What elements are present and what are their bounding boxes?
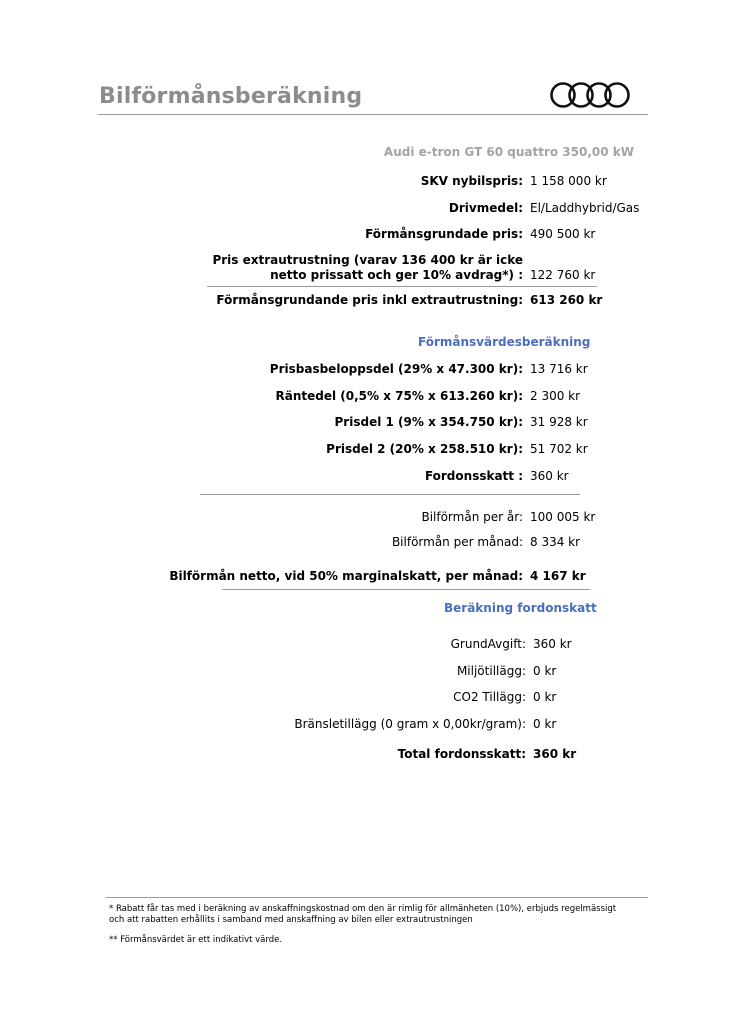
price-divider (207, 286, 597, 287)
prisdel2-value: 51 702 kr (530, 442, 588, 456)
drivmedel-value: El/Laddhybrid/Gas (530, 201, 640, 215)
grundavgift-value: 360 kr (533, 637, 572, 651)
total-fordonsskatt-value: 360 kr (533, 747, 577, 761)
footer-divider (106, 897, 648, 898)
per-ar-label: Bilförmån per år: (421, 510, 523, 524)
nybilspris-value: 1 158 000 kr (530, 174, 607, 188)
nybilspris-label: SKV nybilspris: (420, 174, 523, 188)
bransletillagg-value: 0 kr (533, 717, 557, 731)
extrautrustning-label-line1: Pris extrautrustning (varav 136 400 kr är icke (212, 253, 523, 267)
miljotillagg-value: 0 kr (533, 664, 557, 678)
formansgrundade-pris-value: 490 500 kr (530, 227, 596, 241)
co2-tillagg-label: CO2 Tillägg: (453, 690, 526, 704)
total-fordonsskatt-label: Total fordonsskatt: (397, 747, 526, 761)
footnote-rabatt-line2: och att rabatten erhållits i samband med anskaffning av bilen eller extrautrustningen (109, 915, 473, 925)
per-ar-value: 100 005 kr (530, 510, 596, 524)
fordonsskatt-label: Fordonsskatt : (424, 469, 523, 483)
formansgrundade-pris-label: Förmånsgrundade pris: (365, 227, 523, 241)
total-pris-value: 613 260 kr (530, 293, 603, 307)
prisdel2-label: Prisdel 2 (20% x 258.510 kr): (326, 442, 523, 456)
rantedel-label: Räntedel (0,5% x 75% x 613.260 kr): (275, 389, 523, 403)
header-divider (98, 114, 648, 115)
car-model: Audi e-tron GT 60 quattro 350,00 kW (383, 145, 634, 159)
benefit-divider (200, 494, 580, 495)
extrautrustning-value: 122 760 kr (530, 268, 596, 282)
netto-value: 4 167 kr (530, 569, 586, 583)
footnote-indikativt: ** Förmånsvärdet är ett indikativt värde. (109, 935, 283, 945)
per-manad-value: 8 334 kr (530, 535, 581, 549)
prisdel1-label: Prisdel 1 (9% x 354.750 kr): (334, 415, 523, 429)
extrautrustning-label-line2: netto prissatt och ger 10% avdrag*) : (270, 268, 523, 282)
benefit-section-heading: Förmånsvärdesberäkning (418, 335, 591, 349)
prisdel1-value: 31 928 kr (530, 415, 588, 429)
total-pris-label: Förmånsgrundande pris inkl extrautrustning: (216, 293, 523, 307)
footnote-rabatt-line1: * Rabatt får tas med i beräkning av anskaffningskostnad om den är rimlig för allmänheten (10%), erbjuds regelmässigt (109, 904, 617, 914)
rantedel-value: 2 300 kr (530, 389, 581, 403)
grundavgift-label: GrundAvgift: (450, 637, 526, 651)
miljotillagg-label: Miljötillägg: (456, 664, 526, 678)
page-title: Bilförmånsberäkning (99, 84, 363, 109)
netto-label: Bilförmån netto, vid 50% marginalskatt, per månad: (169, 569, 523, 583)
bransletillagg-label: Bränsletillägg (0 gram x 0,00kr/gram): (294, 717, 526, 731)
tax-section-heading: Beräkning fordonskatt (444, 601, 597, 615)
per-manad-label: Bilförmån per månad: (391, 535, 523, 549)
prisbasbelopp-value: 13 716 kr (530, 362, 588, 376)
four-rings-logo (548, 80, 632, 110)
drivmedel-label: Drivmedel: (448, 201, 523, 215)
fordonsskatt-value: 360 kr (530, 469, 569, 483)
prisbasbelopp-label: Prisbasbeloppsdel (29% x 47.300 kr): (269, 362, 523, 376)
net-divider (222, 589, 590, 590)
co2-tillagg-value: 0 kr (533, 690, 557, 704)
